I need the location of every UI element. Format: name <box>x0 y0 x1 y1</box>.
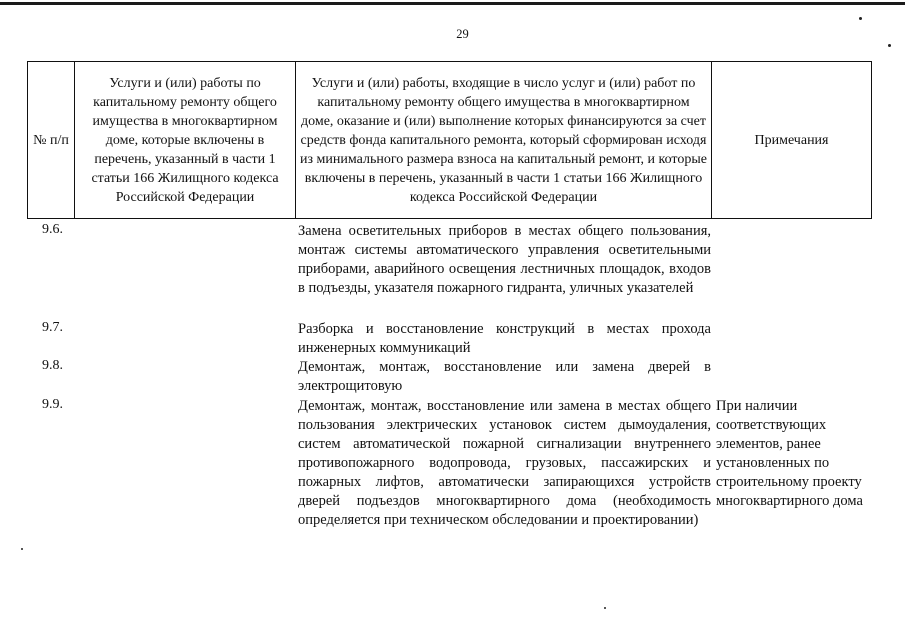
row-number: 9.7. <box>42 320 63 335</box>
row-text: Демонтаж, монтаж, восстановление или замена в местах общего пользования электрических установок систем дымоудаления, систем автоматической пожарной сигнализации внутреннего противопожарного водопровода, грузовых, пассажирских и пожарных лифтов, автоматически запирающихся устройств дверей подъездов многоквартирного дома (необходимость определяется при техническом обследовании и проектировании) <box>298 398 711 528</box>
scan-speck <box>604 607 606 609</box>
scan-speck <box>859 17 862 20</box>
row-text: Замена осветительных приборов в местах общего пользования, монтаж системы автоматического управления осветительными приборами, аварийного освещения лестничных площадок, входов в подъезды, указателя пожарного гидранта, уличных указателей <box>298 223 711 296</box>
row-text: Разборка и восстановление конструкций в местах прохода инженерных коммуникаций <box>298 321 711 356</box>
header-row <box>28 62 872 219</box>
top-border-line <box>0 2 905 5</box>
row-text: Демонтаж, монтаж, восстановление или замена дверей в электрощитовую <box>298 359 711 394</box>
scan-speck <box>888 44 891 47</box>
row-number: 9.9. <box>42 397 63 412</box>
row-note: При наличии соответствующих элементов, ранее установленных по строительному проекту многоквартирного дома <box>716 398 863 509</box>
scan-speck <box>21 548 23 550</box>
page-number: 29 <box>456 27 469 41</box>
row-number: 9.6. <box>42 222 63 237</box>
row-number: 9.8. <box>42 358 63 373</box>
header-services: Услуги и (или) работы по капитальному ремонту общего имущества в многоквартирном доме, которые включены в перечень, указанный в части 1 статьи 166 Жилищного кодекса Российской Федерации <box>75 62 296 219</box>
header-number: № п/п <box>28 62 75 219</box>
header-detail: Услуги и (или) работы, входящие в число услуг и (или) работ по капитальному ремонту общего имущества в многоквартирном доме, оказание и (или) выполнение которых финансируются за счет средств фонда капитального ремонта, который сформирован исходя из минимального размера взноса на капитальный ремонт, и которые включены в перечень, указанный в части 1 статьи 166 Жилищного кодекса Российской Федерации <box>296 62 712 219</box>
header-notes: Примечания <box>712 62 872 219</box>
table-header <box>27 61 872 219</box>
